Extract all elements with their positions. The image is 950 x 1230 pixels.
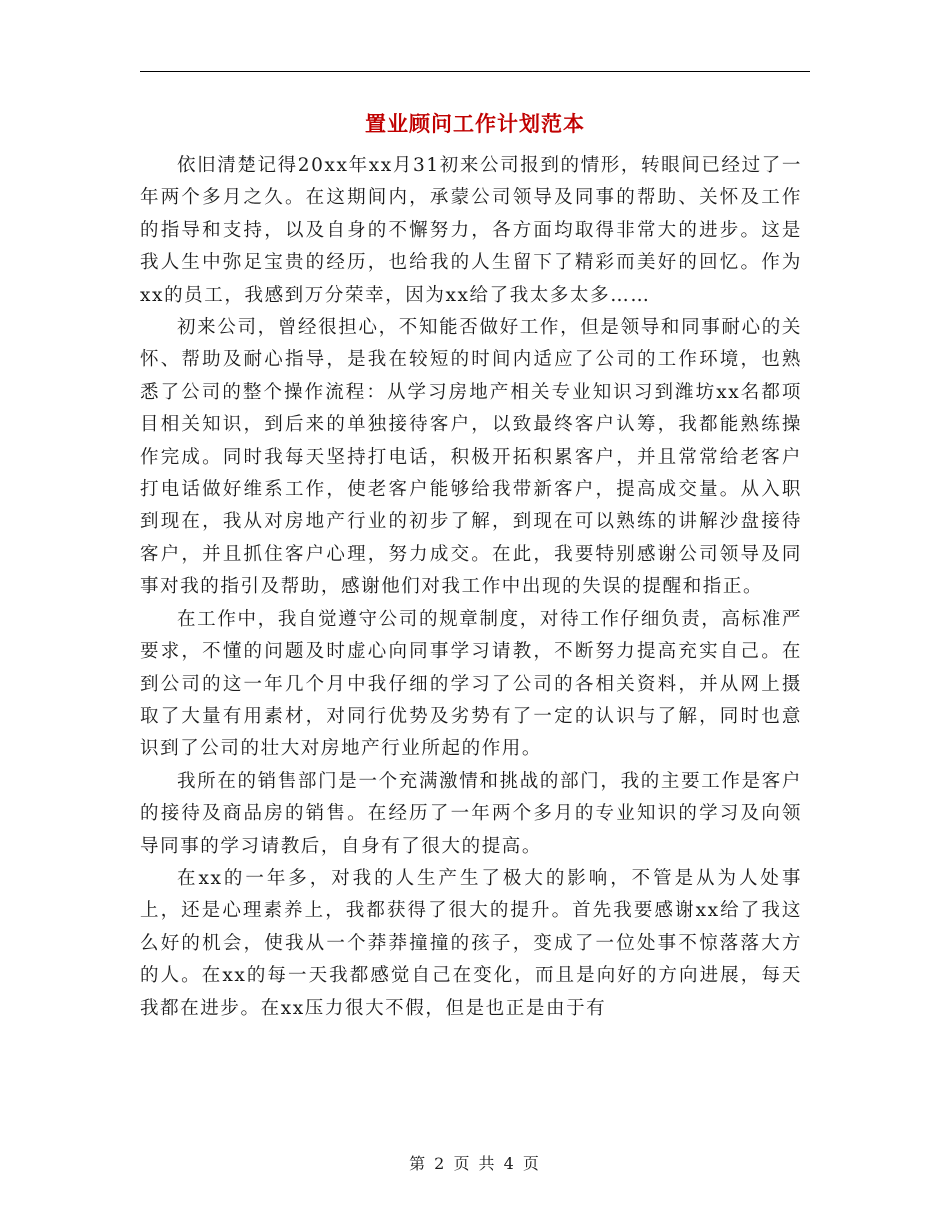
document-body xyxy=(140,150,802,1025)
header-rule xyxy=(140,71,810,72)
document-title: 置业顾问工作计划范本 xyxy=(365,111,585,136)
paragraph: 我所在的销售部门是一个充满激情和挑战的部门，我的主要工作是客户的接待及商品房的销售。在经历了一年两个多月的专业知识的学习及向领导同事的学习请教后，自身有了很大的提高。 xyxy=(140,770,802,857)
paragraph: 在xx的一年多，对我的人生产生了极大的影响，不管是从为人处事上，还是心理素养上，我都获得了很大的提升。首先我要感谢xx给了我这么好的机会，使我从一个莽莽撞撞的孩子，变成了一位处事不惊落落大方的人。在xx的每一天我都感觉自己在变化，而且是向好的方向进展，每天我都在进步。在xx压力很大不假，但是也正是由于有 xyxy=(140,867,802,1019)
paragraph: 初来公司，曾经很担心，不知能否做好工作，但是领导和同事耐心的关怀、帮助及耐心指导，是我在较短的时间内适应了公司的工作环境，也熟悉了公司的整个操作流程：从学习房地产相关专业知识习到潍坊xx名都项目相关知识，到后来的单独接待客户，以致最终客户认筹，我都能熟练操作完成。同时我每天坚持打电话，积极开拓积累客户，并且常常给老客户打电话做好维系工作，使老客户能够给我带新客户，提高成交量。从入职到现在，我从对房地产行业的初步了解，到现在可以熟练的讲解沙盘接待客户，并且抓住客户心理，努力成交。在此，我要特别感谢公司领导及同事对我的指引及帮助，感谢他们对我工作中出现的失误的提醒和指正。 xyxy=(140,317,802,598)
paragraph: 依旧清楚记得20xx年xx月31初来公司报到的情形，转眼间已经过了一年两个多月之久。在这期间内，承蒙公司领导及同事的帮助、关怀及工作的指导和支持，以及自身的不懈努力，各方面均取得非常大的进步。这是我人生中弥足宝贵的经历，也给我的人生留下了精彩而美好的回忆。作为xx的员工，我感到万分荣幸，因为xx给了我太多太多…… xyxy=(140,155,802,306)
page-number: 第 2 页 共 4 页 xyxy=(409,1154,541,1173)
paragraph: 在工作中，我自觉遵守公司的规章制度，对待工作仔细负责，高标准严要求，不懂的问题及时虚心向同事学习请教，不断努力提高充实自己。在到公司的这一年几个月中我仔细的学习了公司的各相关资料，并从网上摄取了大量有用素材，对同行优势及劣势有了一定的认识与了解，同时也意识到了公司的壮大对房地产行业所起的作用。 xyxy=(140,608,802,760)
